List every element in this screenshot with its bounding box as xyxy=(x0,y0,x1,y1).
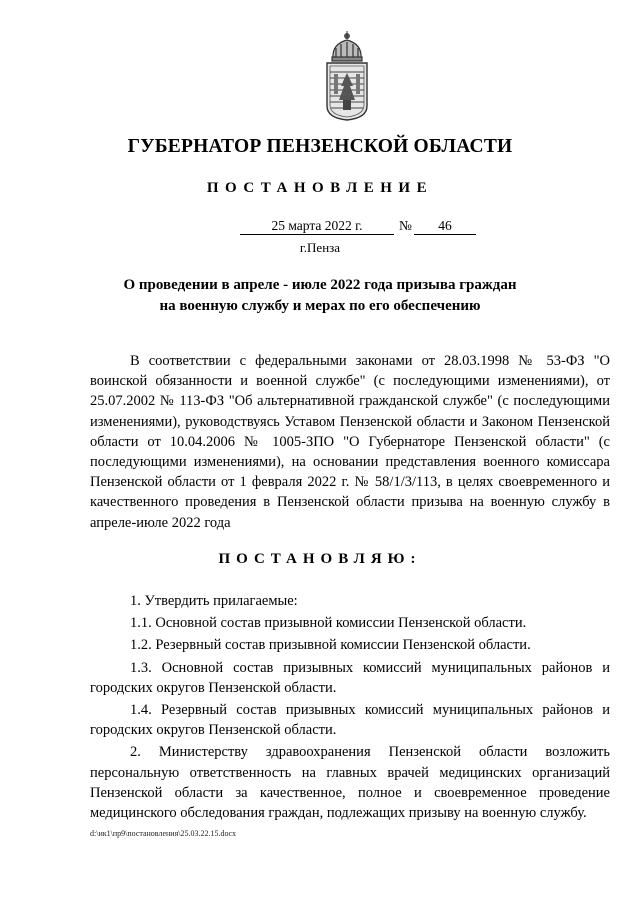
decree-items xyxy=(90,591,610,825)
city-name: г.Пенза xyxy=(299,240,341,255)
list-item: 1.4. Резервный состав призывных комиссий муниципальных районов и городских округов Пензенской области. xyxy=(90,702,610,739)
document-subject xyxy=(0,275,640,317)
authority-title: ГУБЕРНАТОР ПЕНЗЕНСКОЙ ОБЛАСТИ xyxy=(127,136,513,157)
list-item: 1.2. Резервный состав призывной комиссии Пензенской области. xyxy=(130,637,531,654)
decree-heading: ПОСТАНОВЛЯЮ: xyxy=(218,551,422,567)
subject-line-2: на военную службу и мерах по его обеспечению xyxy=(159,298,481,314)
coat-of-arms-icon xyxy=(322,28,372,122)
document-date: 25 марта 2022 г. xyxy=(240,218,394,235)
document-number: 46 xyxy=(414,218,476,235)
list-item: 2. Министерству здравоохранения Пензенской области возложить персональную ответственность на главных врачей медицинских организаций Пензенской области за качественное, полное и своевременное проведение медицинского обследования граждан, подлежащих призыву на военную службу. xyxy=(90,744,610,822)
document-type: ПОСТАНОВЛЕНИЕ xyxy=(206,180,434,196)
number-label: № xyxy=(399,218,412,233)
list-item: 1. Утвердить прилагаемые: xyxy=(130,593,298,609)
preamble xyxy=(90,351,610,533)
date-number-line xyxy=(0,218,640,238)
list-item: 1.3. Основной состав призывных комиссий муниципальных районов и городских округов Пензенской области. xyxy=(90,659,610,696)
subject-line-1: О проведении в апреле - июле 2022 года призыва граждан xyxy=(123,277,517,293)
preamble-text: В соответствии с федеральными законами от 28.03.1998 № 53-ФЗ "О воинской обязанности и военной службе" (с последующими изменениями), от 25.07.2002 № 113-ФЗ "Об альтернативной гражданской службе" (с последующими изменениями), руководствуясь Уставом Пензенской области и Законом Пензенской области от 10.04.2006 № 1005-ЗПО "О Губернаторе Пензенской области" (с последующими изменениями), на основании представления военного комиссара Пензенской области от 1 февраля 2022 г. № 58/1/3/113, в целях своевременного и качественного проведения в Пензенской области призыва на военную службу в апреле-июле 2022 года xyxy=(90,353,610,531)
file-path-footer: d:\ик1\пр9\постановления\25.03.22.15.docx xyxy=(90,829,237,838)
list-item: 1.1. Основной состав призывной комиссии Пензенской области. xyxy=(130,615,527,632)
